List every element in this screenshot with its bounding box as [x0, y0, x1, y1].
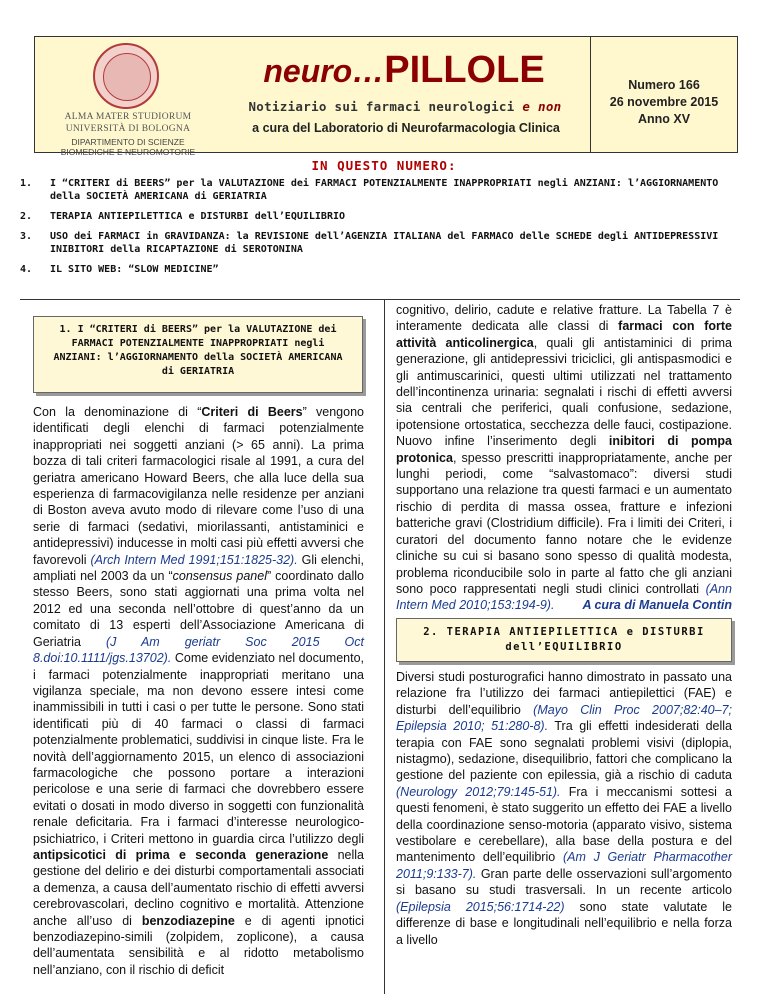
department-name [39, 137, 217, 157]
section-1-heading: 1. I “CRITERI di BEERS” per la VALUTAZIONE dei FARMACI POTENZIALMENTE INAPPROPRIATI negli ANZIANI: l’AGGIORNAMENTO della SOCIETÀ AMERICANA di GERIATRIA [33, 316, 363, 393]
university-line-2: UNIVERSITÀ DI BOLOGNA [65, 124, 191, 134]
toc-number: 4. [20, 264, 33, 275]
reference: (J Am geriatr Soc 2015 Oct 8.doi:10.1111/jgs.13702). [33, 634, 365, 666]
text-run: cognitivo, delirio, cadute e relative fratture. La Tabella 7 è interamente dedicata alle classi di [396, 303, 732, 334]
toc-text: TERAPIA ANTIEPILETTICA e DISTURBI dell’EQUILIBRIO [50, 211, 346, 222]
toc-text: I “CRITERI di BEERS” per la VALUTAZIONE dei FARMACI POTENZIALMENTE INAPPROPRIATI negli ANZIANI: l’AGGIORNAMENTO della SOCIETÀ AMERICANA di GERIATRIA [50, 178, 719, 202]
section-1-body-continued [396, 302, 732, 614]
text-bold: farmaci con forte attività anticolinergica [396, 319, 733, 350]
newsletter-title [239, 49, 569, 92]
toc-item [20, 177, 740, 203]
text-bold: Criteri di Beers [201, 405, 303, 419]
column-divider [384, 300, 385, 994]
text-run: Come evidenziato nel documento, i farmaci potenzialmente inappropriati meritano una vigilanza speciale, ma non devono essere intesi come inammissibili in tutti i casi o per tutte le persone. Sono stati identificati più di 40 farmaci o classi di farmaci potenzialmente problematici, suddivisi in cinque liste. Fra le novità dell’aggiornamento 2015, un elenco di associazioni farmacologiche che possono portare a interazioni pericolose e una serie di farmaci che dovrebbero essere evitati o dosati in modo diverso in soggetti con funzionalità renale deficitaria. Fra i farmaci d’interesse neurologico-psichiatrico, i Criteri mettono in guardia circa l’utilizzo degli [33, 651, 364, 846]
reference: (Am J Geriatr Pharmacother 2011;9:133-7). [396, 850, 732, 881]
text-italic: consensus panel [172, 569, 267, 584]
reference: (Arch Intern Med 1991;151:1825-32). [90, 552, 298, 567]
newsletter-editor: a cura del Laboratorio di Neurofarmacologia Clinica [252, 121, 560, 135]
university-line-1: ALMA MATER STUDIORUM [64, 112, 192, 122]
toc-number: 1. [20, 178, 33, 189]
table-of-contents [20, 177, 740, 283]
section-divider [20, 299, 740, 300]
text-run: Fra i meccanismi sottesi a questi fenomeni, è stato suggerito un effetto dei FAE a livello della coordinazione senso-motoria (apparato visivo, sistema vestibolare e cerebellare), alla base della postura e del mantenimento dell’equilibrio [396, 784, 732, 865]
text-bold: inibitori di pompa protonica [396, 434, 732, 465]
text-bold: antipsicotici di prima e seconda generazione [33, 847, 329, 862]
subtitle-main: Notiziario sui farmaci neurologici [248, 99, 515, 114]
university-name [43, 111, 213, 135]
text-run: Gran parte delle osservazioni sull’argomento si basano su studi trasversali. In un recente articolo [396, 866, 732, 898]
title-main: PILLOLE [384, 49, 545, 91]
issue-number: Numero 166 [628, 78, 700, 92]
reference: (Mayo Clin Proc 2007;82:40–7; Epilepsia 2010; 51:280-8). [396, 702, 732, 734]
toc-item [20, 263, 740, 276]
author-signature: A cura di Manuela Contin [582, 598, 732, 613]
text-run: Tra gli effetti indesiderati della terapia con FAE sono segnalati problemi visivi (diplopia, nistagmo), sedazione, disequilibrio, fattori che complicano la gestione del paziente con epilessia, già a rischio di caduta [396, 719, 732, 783]
toc-item [20, 210, 740, 223]
issue-date: 26 novembre 2015 [609, 95, 719, 109]
section-2-heading: 2. TERAPIA ANTIEPILETTICA e DISTURBI dell’EQUILIBRIO [396, 618, 732, 662]
issue-year: Anno XV [637, 112, 691, 126]
department-line-1: DIPARTIMENTO DI SCIENZE [71, 137, 185, 147]
subtitle-emphasis: e non [522, 99, 562, 114]
text-run: Gli elenchi, ampliati nel 2003 da un “ [33, 552, 365, 584]
masthead [34, 36, 738, 157]
text-run: ” coordinato dallo stesso Beers, sono stati aggiornati una prima volta nel 2012 ed una seconda nell’ottobre di quest’anno da un comitato di 13 esperti dell’Associazione Americana di Geriatria [33, 569, 364, 649]
section-1-body [33, 404, 364, 978]
reference: (Ann Intern Med 2010;153:194-9). [396, 581, 732, 613]
department-line-2: BIOMEDICHE E NEUROMOTORIE [60, 147, 196, 157]
title-prefix: neuro… [263, 53, 385, 89]
issue-info [590, 37, 737, 152]
section-2-body [396, 669, 732, 948]
toc-text: USO dei FARMACI in GRAVIDANZA: la REVISIONE dell’AGENZIA ITALIANA del FARMACO delle SCHEDE degli ANTIDEPRESSIVI INIBITORI della RICAPTAZIONE di SEROTONINA [50, 231, 719, 255]
in-this-issue-heading: IN QUESTO NUMERO: [311, 158, 457, 173]
text-run: , spesso prescritti inappropriatamente, anche per lunghi periodi, come “salvastomaco”: diversi studi supportano una relazione tra questi farmaci e un aumentato rischio di perdita di massa ossea, fratture e infezioni batteriche gravi (Clostridium difficile). Fra i limiti dei Criteri, i curatori del documento fanno notare che le evidenze cliniche su cui si basano sono spesso di qualità modesta, problema riconducibile solo in parte al fatto che gli anziani sono poco rappresentati negli studi clinici controllati [396, 450, 732, 596]
toc-number: 3. [20, 231, 33, 242]
reference: (Epilepsia 2015;56:1714-22) [396, 899, 565, 914]
university-seal-icon [93, 43, 159, 109]
newsletter-subtitle [225, 99, 585, 114]
toc-item [20, 230, 740, 256]
toc-number: 2. [20, 211, 33, 222]
toc-text: IL SITO WEB: “SLOW MEDICINE” [50, 264, 219, 275]
text-run: nella gestione del delirio e dei disturbi comportamentali associati a demenza, a causa dell’aumentato rischio di effetti avversi cerebrovascolari, declino cognitivo e mortalità. Attenzione anche all’uso di [33, 847, 364, 928]
text-run: , quali gli antistaminici di prima generazione, gli antidepressivi triciclici, gli antispasmodici e gli antimuscarinici, questi ultimi utilizzati nel trattamento dell’incontinenza urinaria: segnalati i rischi di effetti avversi sia centrali che periferici, quali confusione, sedazione, ipotensione ortostatica, secchezza delle fauci, costipazione. Nuovo infine l’inserimento degli [396, 335, 732, 449]
reference: (Neurology 2012;79:145-51). [396, 784, 561, 799]
text-bold: benzodiazepine [141, 913, 235, 928]
text-run: sono state valutate le differenze di base e longitudinali nell’equilibrio e nella forza a livello [396, 899, 733, 947]
text-run: Con la denominazione di “ [33, 405, 202, 419]
text-run: e di agenti ipnotici benzodiazepino-simili (zolpidem, zoplicone), a causa dell’aumentata sensibilità e al ridotto metabolismo nell’anziano, con il rischio di deficit [33, 913, 364, 977]
text-run: ” vengono identificati degli elenchi di farmaci potenzialmente inappropriati nei soggetti anziani (> 65 anni). La prima bozza di tali criteri farmacologici risale al 1991, a cura del geriatra americano Howard Beers, che alla luce della sua esperienza di farmacovigilanza nelle residenze per anziani di Boston aveva avuto modo di rilevare come l’uso di una serie di farmaci (sedativi, miorilassanti, antistaminici e antidepressivi) inducesse in molti casi più effetti avversi che favorevoli [33, 405, 364, 567]
text-run: Diversi studi posturografici hanno dimostrato in passato una relazione fra l’utilizzo dei farmaci antiepilettici (FAE) e disturbi dell’equilibrio [396, 670, 732, 717]
